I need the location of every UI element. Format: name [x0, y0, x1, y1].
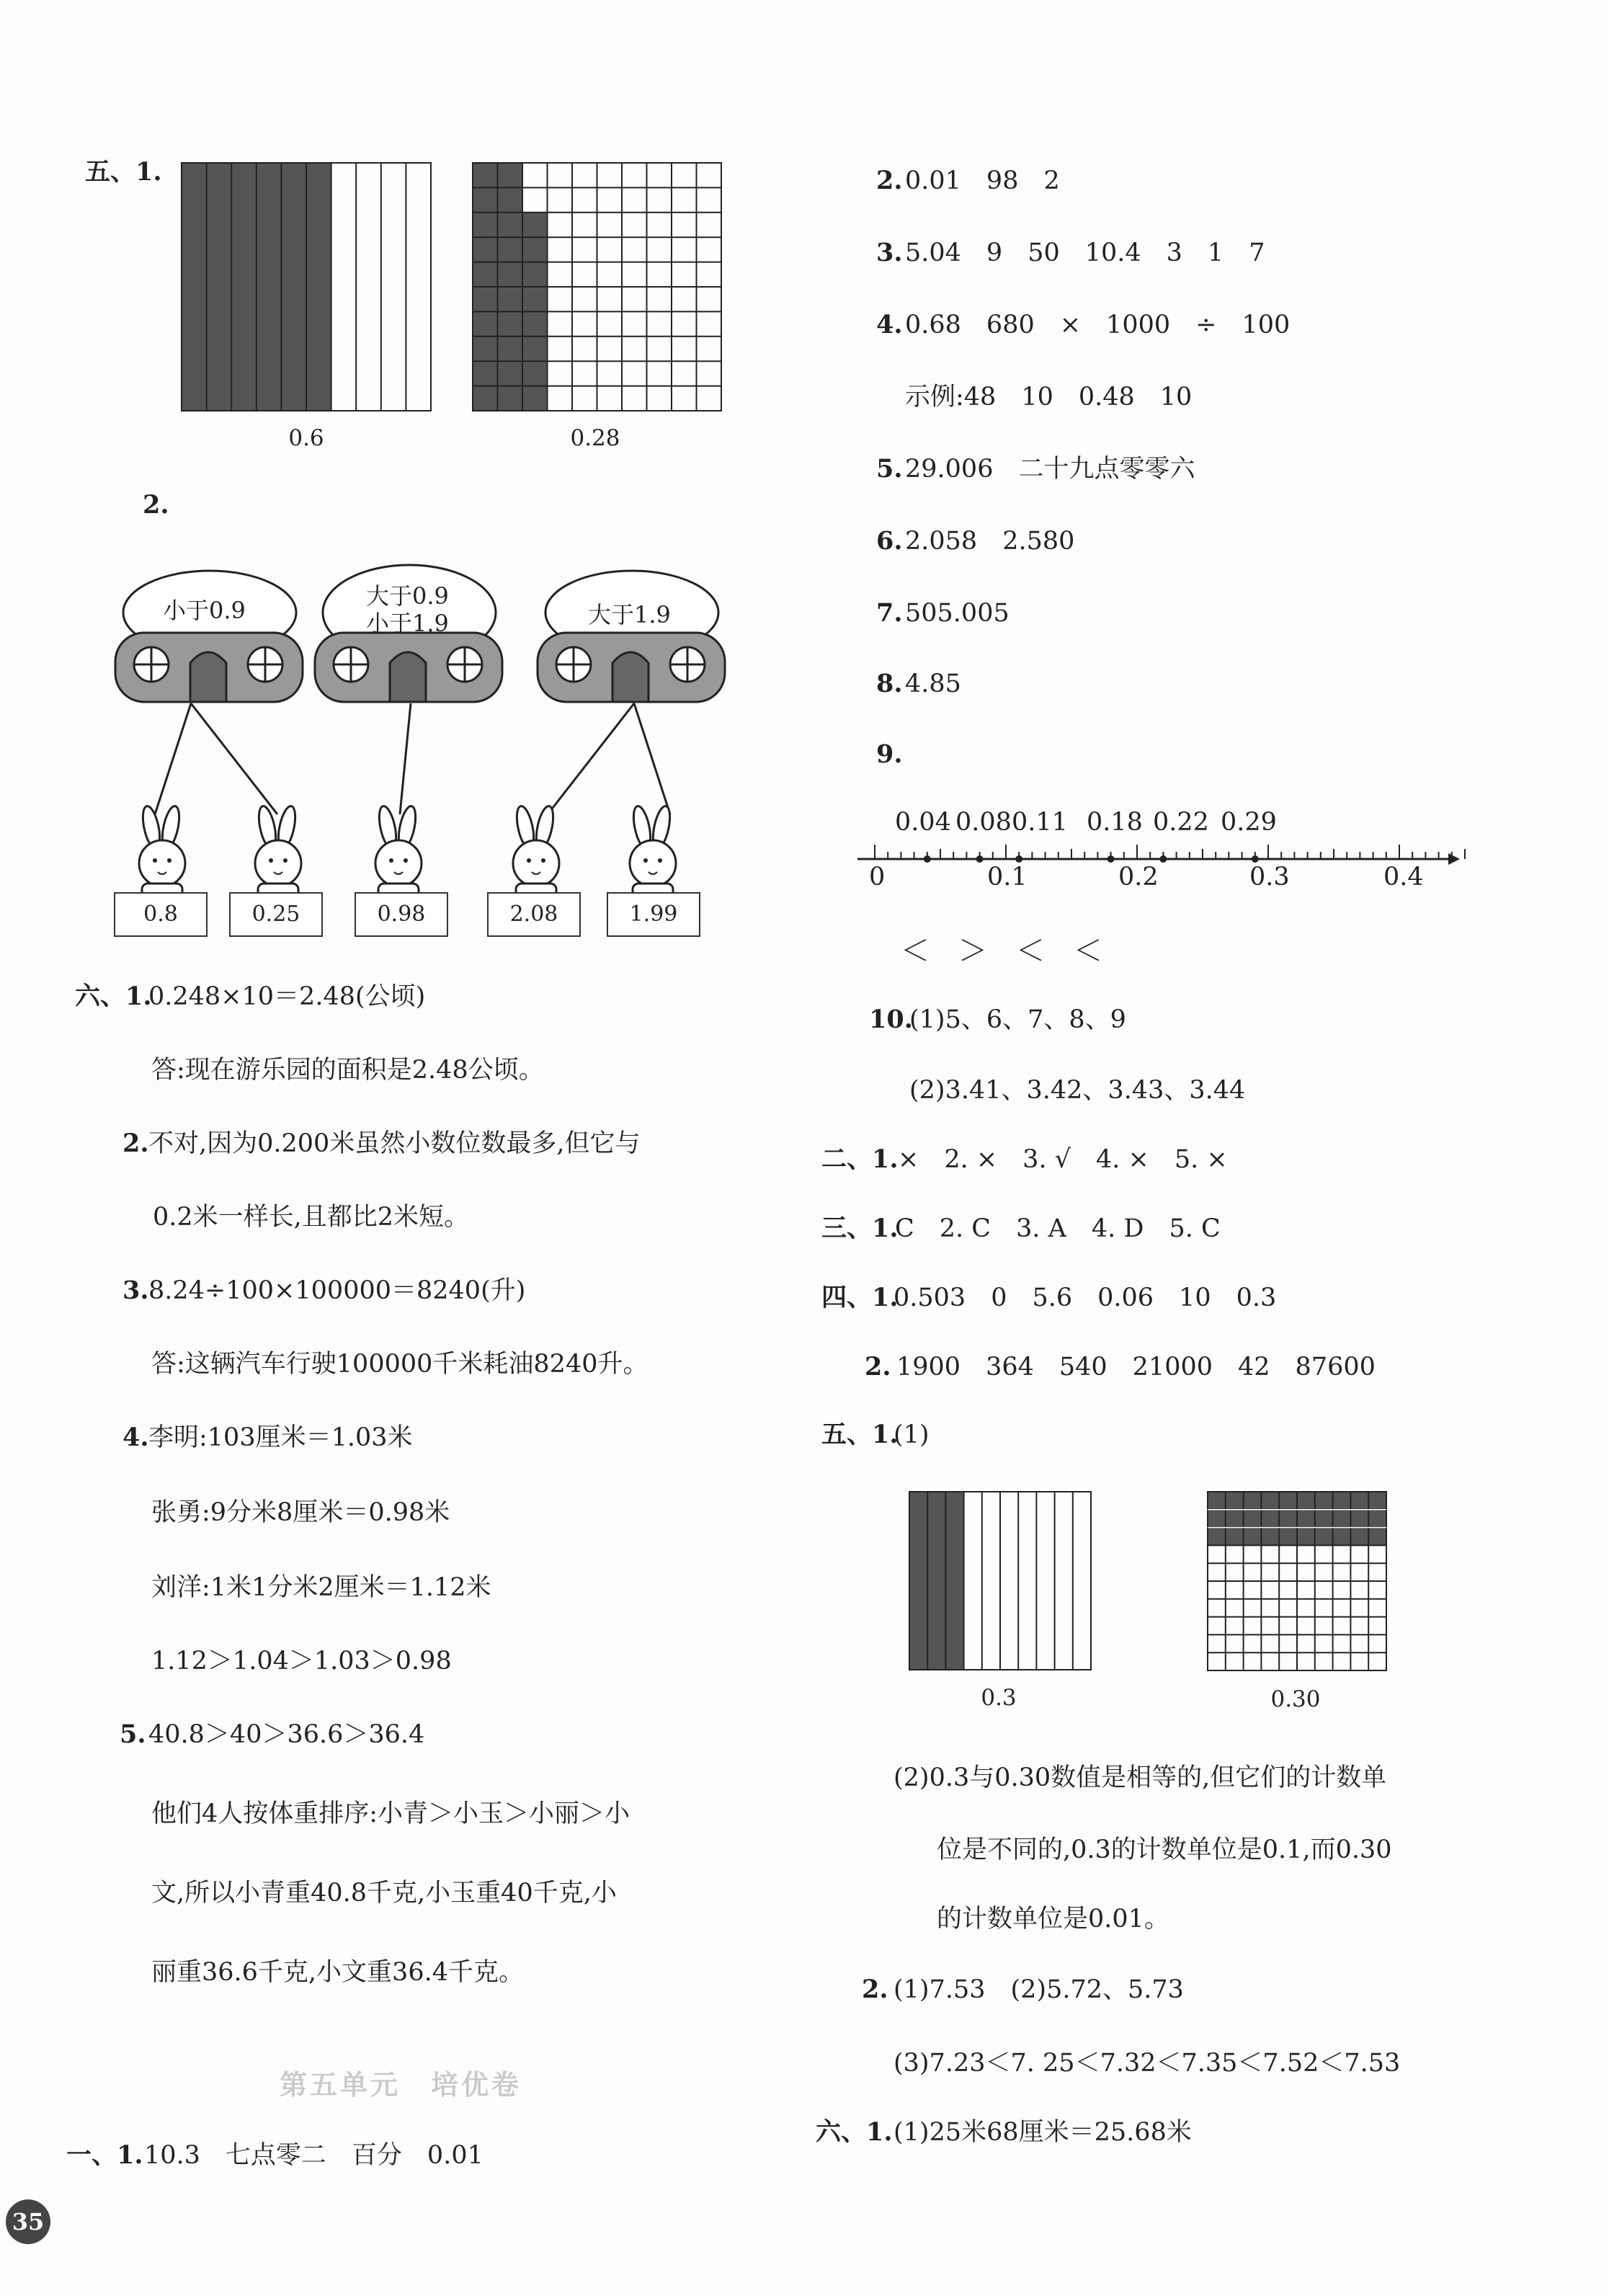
- answer-line: 4.85: [905, 669, 961, 698]
- question-label: 2.: [876, 166, 903, 195]
- rabbit-icon: [500, 806, 572, 899]
- answer-line: 0.01 98 2: [905, 166, 1060, 195]
- number-line-point: [1159, 855, 1167, 863]
- answer-line: 不对,因为0.200米虽然小数位数最多,但它与: [148, 1129, 641, 1158]
- answer-line: 2.058 2.580: [905, 527, 1075, 556]
- answer-line: 丽重36.6千克,小文重36.4千克。: [151, 1958, 524, 1987]
- answer-line: 答:现在游乐园的面积是2.48公顷。: [151, 1056, 544, 1085]
- answer-line: 29.006 二十九点零零六: [905, 455, 1195, 484]
- answer-line: 李明:103厘米＝1.03米: [148, 1423, 413, 1452]
- rabbit-tag: 2.08: [487, 892, 581, 937]
- rabbit-icon: [362, 806, 434, 899]
- answer-line: (3)7.23＜7. 25＜7.32＜7.35＜7.52＜7.53: [893, 2049, 1401, 2078]
- number-line-point: [976, 855, 984, 863]
- answer-line: 0.503 0 5.6 0.06 10 0.3: [893, 1283, 1277, 1312]
- answer-line: 10.3 七点零二 百分 0.01: [144, 2141, 483, 2170]
- section5-label: 五、1.: [85, 157, 162, 187]
- answer-line: (1)25米68厘米＝25.68米: [893, 2118, 1192, 2147]
- answer-line: 505.005: [905, 599, 1009, 628]
- answer-line: × 2. × 3. √ 4. × 5. ×: [898, 1145, 1228, 1174]
- section6-label: 六、1.: [75, 982, 152, 1011]
- answer-line: 刘洋:1米1分米2厘米＝1.12米: [151, 1573, 491, 1602]
- answer-line: 0.68 680 × 1000 ÷ 100: [905, 311, 1291, 339]
- question-label: 4.: [876, 310, 903, 339]
- answer-line: (2)3.41、3.42、3.43、3.44: [909, 1076, 1246, 1105]
- rabbit-icon: [242, 806, 314, 899]
- answer-line: 1900 364 540 21000 42 87600: [896, 1353, 1376, 1381]
- page-number: 35: [6, 2199, 50, 2244]
- tick-label: 0: [869, 863, 886, 891]
- section3-label: 三、1.: [821, 1214, 899, 1243]
- answer-line: 0.2米一样长,且都比2米短。: [153, 1203, 470, 1232]
- question-label: 2.: [862, 1975, 888, 2004]
- grid-caption: 0.6: [288, 425, 324, 451]
- answer-line: 位是不同的,0.3的计数单位是0.1,而0.30: [937, 1836, 1392, 1864]
- section6-label: 六、1.: [816, 2117, 893, 2147]
- tick-label: 0.1: [987, 863, 1028, 891]
- section4-label: 四、1.: [821, 1283, 899, 1312]
- question-label: 3.: [122, 1276, 149, 1305]
- answer-line: (2)0.3与0.30数值是相等的,但它们的计数单: [893, 1763, 1387, 1792]
- unit-title: 第五单元 培优卷: [280, 2068, 522, 2101]
- number-line-point: [924, 855, 931, 863]
- answer-line: 0.248×10＝2.48(公顷): [148, 982, 426, 1011]
- answer-line: 文,所以小青重40.8千克,小玉重40千克,小: [151, 1879, 617, 1908]
- question-label: 4.: [122, 1423, 149, 1452]
- house-1-label: 小于0.9: [163, 597, 246, 624]
- answer-line: 5.04 9 50 10.4 3 1 7: [905, 239, 1265, 267]
- answer-line: 40.8＞40＞36.6＞36.4: [148, 1720, 425, 1749]
- answer-line: 1.12＞1.04＞1.03＞0.98: [151, 1647, 452, 1676]
- tick-label: 0.4: [1383, 863, 1424, 891]
- question-label: 2.: [865, 1352, 891, 1381]
- point-label: 0.29: [1221, 808, 1277, 837]
- answer-line: (1)5、6、7、8、9: [909, 1005, 1126, 1034]
- answer-line: 8.24÷100×100000＝8240(升): [148, 1276, 526, 1305]
- question-label: 3.: [876, 238, 903, 267]
- point-label: 0.22: [1153, 808, 1209, 837]
- rabbit-tag: 1.99: [607, 892, 700, 937]
- point-label: 0.08: [955, 808, 1012, 837]
- rabbit-icon: [126, 806, 198, 899]
- section2-label: 二、1.: [821, 1144, 899, 1174]
- grid-hundredths-0-30: [1208, 1492, 1386, 1670]
- point-label: 0.18: [1087, 808, 1143, 837]
- house-2-label-line1: 大于0.9: [366, 582, 449, 610]
- question-label: 5.: [876, 454, 903, 484]
- question-label: 6.: [876, 526, 903, 556]
- house-3-label: 大于1.9: [588, 601, 671, 628]
- question-label: 5.: [120, 1719, 146, 1749]
- tick-label: 0.2: [1118, 863, 1159, 891]
- question-2-label: 2.: [143, 490, 169, 520]
- number-line-point: [1107, 855, 1115, 863]
- comparison-signs: ＜ ＞ ＜ ＜: [901, 935, 1102, 968]
- rabbit-tag: 0.25: [229, 892, 323, 937]
- rabbit-icon: [617, 806, 689, 899]
- grid-caption: 0.30: [1270, 1686, 1321, 1712]
- grid-tenths-0-3: [909, 1492, 1091, 1670]
- question-label: 8.: [876, 669, 903, 698]
- question-label: 10.: [869, 1005, 913, 1034]
- answer-line: 的计数单位是0.01。: [937, 1905, 1169, 1934]
- answer-line: 示例:48 10 0.48 10: [905, 383, 1193, 411]
- connector-lines: [0, 0, 793, 865]
- answer-line: 他们4人按体重排序:小青＞小玉＞小丽＞小: [151, 1799, 630, 1828]
- answer-line: (1)7.53 (2)5.72、5.73: [893, 1975, 1184, 2004]
- answer-line: 张勇:9分米8厘米＝0.98米: [151, 1498, 450, 1527]
- tick-label: 0.3: [1249, 863, 1290, 891]
- question-label: 2.: [122, 1129, 149, 1158]
- question-label: 9.: [876, 739, 903, 769]
- point-label: 0.11: [1012, 808, 1068, 837]
- section5-label: 五、1.: [821, 1420, 899, 1449]
- answer-line: 答:这辆汽车行驶100000千米耗油8240升。: [151, 1350, 648, 1379]
- point-label: 0.04: [895, 808, 951, 837]
- house-2-label-line2: 小于1.9: [366, 610, 449, 637]
- answer-line: C 2. C 3. A 4. D 5. C: [895, 1214, 1221, 1243]
- question-label: 7.: [876, 598, 903, 628]
- rabbit-tag: 0.98: [355, 892, 448, 937]
- answer-line: (1): [893, 1420, 930, 1449]
- section1-label: 一、1.: [66, 2140, 143, 2170]
- rabbit-tag: 0.8: [114, 892, 208, 937]
- grid-caption: 0.3: [981, 1685, 1017, 1711]
- grid-caption: 0.28: [570, 425, 620, 451]
